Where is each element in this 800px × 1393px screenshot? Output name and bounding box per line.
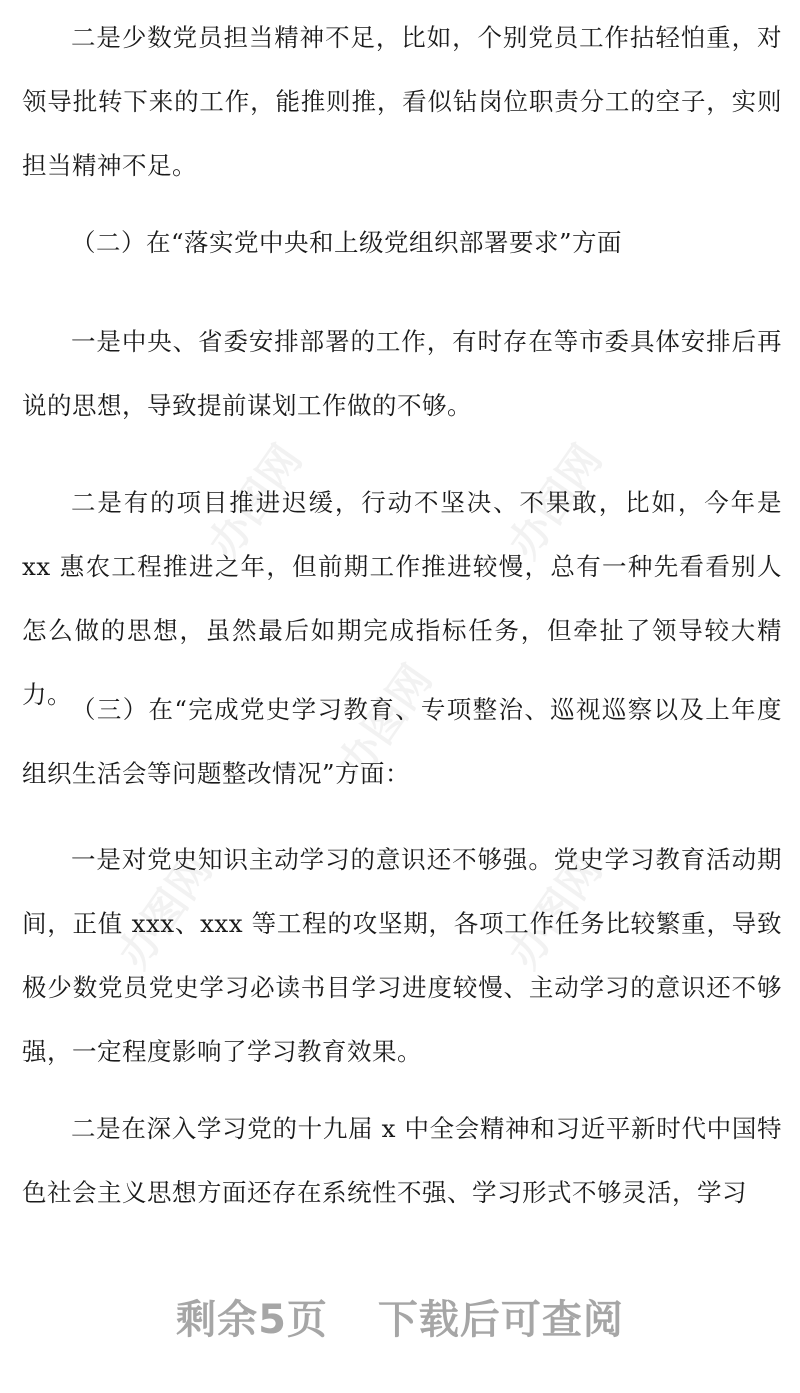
watermark-text: 办图网 xyxy=(328,655,442,788)
paragraph-3: 一是中央、省委安排部署的工作，有时存在等市委具体安排后再说的思想，导致提前谋划工作做的不够。 xyxy=(22,327,782,420)
section-heading-2: （二）在“落实党中央和上级党组织部署要求”方面 xyxy=(71,228,623,257)
watermark-text: 办图网 xyxy=(108,845,222,978)
watermark-text: 办图网 xyxy=(498,845,612,978)
watermark-text: 办图网 xyxy=(498,435,612,568)
section-heading-3: （三）在“完成党史学习教育、专项整治、巡视巡察以及上年度组织生活会等问题整改情况”方面： xyxy=(22,695,782,788)
paragraph-7: 二是在深入学习党的十九届 x 中全会精神和习近平新时代中国特色社会主义思想方面还存在系统性不强、学习形式不够灵活，学习 xyxy=(22,1114,782,1207)
watermark-text: 办图网 xyxy=(198,435,312,568)
paragraph-1: 二是少数党员担当精神不足，比如，个别党员工作拈轻怕重，对领导批转下来的工作，能推则推，看似钻岗位职责分工的空子，实则担当精神不足。 xyxy=(22,23,782,180)
download-prompt-banner[interactable] xyxy=(0,1288,800,1345)
paragraph-4: 二是有的项目推进迟缓，行动不坚决、不果敢，比如，今年是 xx 惠农工程推进之年，但前期工作推进较慢，总有一种先看看别人怎么做的思想，虽然最后如期完成指标任务，但牵扯了领导较大精力。 xyxy=(22,488,782,709)
download-to-view-text: 下载后可查阅 xyxy=(377,1297,624,1343)
paragraph-6: 一是对党史知识主动学习的意识还不够强。党史学习教育活动期间，正值 xxx、xxx 等工程的攻坚期，各项工作任务比较繁重，导致极少数党员党史学习必读书目学习进度较慢、主动学习的意识还不够强，一定程度影响了学习教育效果。 xyxy=(22,845,782,1066)
remaining-pages-text: 剩余5页 xyxy=(176,1297,328,1343)
